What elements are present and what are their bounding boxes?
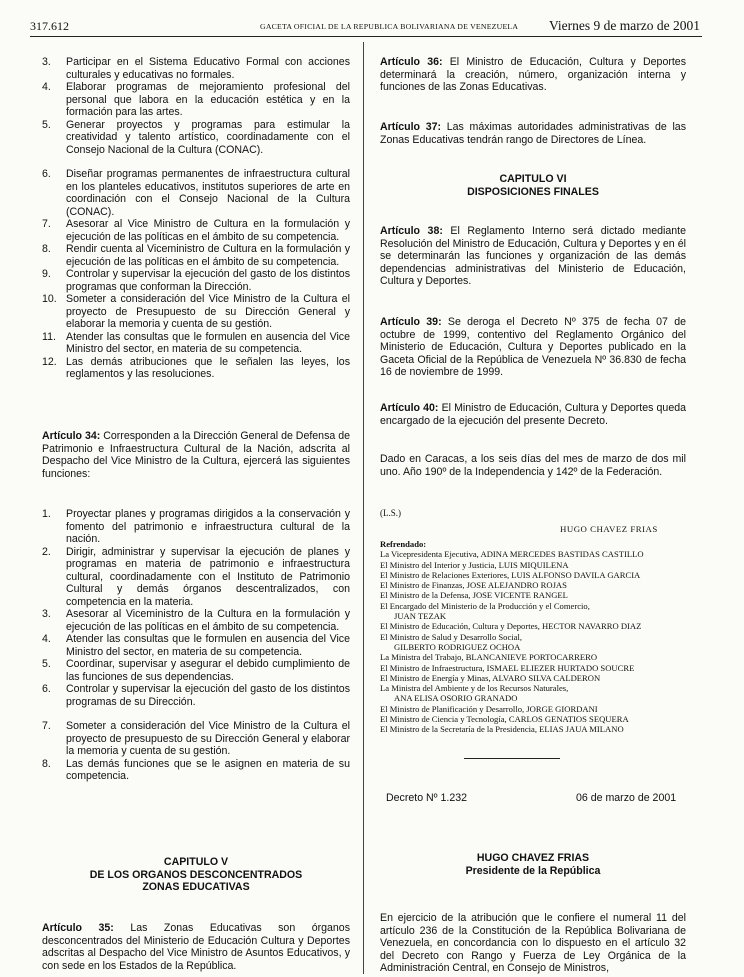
- list-item-number: 1.: [42, 508, 51, 520]
- list-item-number: 2.: [42, 545, 51, 558]
- countersign-line: El Encargado del Ministerio de la Producción y el Comercio,: [380, 600, 590, 611]
- list-item-number: 3.: [42, 608, 51, 620]
- list-item-text: Participar en el Sistema Educativo Formal con acciones culturales y educativas no formales.: [66, 56, 350, 81]
- article-37: [380, 121, 686, 146]
- list-item-number: 8.: [42, 757, 51, 770]
- functions-list: [42, 56, 350, 381]
- list-item-number: 9.: [42, 268, 51, 280]
- list-item-text: Asesorar al Vice Ministro de Cultura en la formulación y ejecución de las políticas en el ámbito de su competencia.: [66, 218, 350, 243]
- countersign-line: El Ministro de Finanzas, JOSE ALEJANDRO ROJAS: [380, 580, 567, 591]
- president-heading: [380, 852, 686, 877]
- countersign-list: [380, 549, 686, 734]
- article-40-label: Artículo 40:: [380, 402, 439, 414]
- countersign-line: El Ministro de Ciencia y Tecnología, CARLOS GENATIOS SEQUERA: [380, 714, 629, 725]
- list-item-text: Asesorar al Viceministro de la Cultura en la formulación y ejecución de las políticas en el ámbito de su competencia.: [66, 608, 350, 633]
- article-39: [380, 316, 686, 379]
- article-36-text: El Ministro de Educación, Cultura y Deportes determinará la creación, número, organización interna y funciones de las Zonas Educativas.: [380, 56, 686, 93]
- article-37-label: Artículo 37:: [380, 121, 442, 133]
- list-item-number: 7.: [42, 720, 51, 732]
- chapter-5-subtitle: DE LOS ORGANOS DESCONCENTRADOS: [89, 868, 303, 881]
- list-item: [42, 243, 350, 268]
- article-36-label: Artículo 36:: [380, 56, 443, 68]
- article-39-label: Artículo 39:: [380, 316, 442, 328]
- list-item-text: Coordinar, supervisar y asegurar el debido cumplimiento de las funciones de sus dependencias.: [66, 658, 350, 683]
- list-item: [42, 356, 350, 381]
- article-35: [42, 922, 350, 972]
- countersign-line: La Vicepresidenta Ejecutiva, ADINA MERCEDES BASTIDAS CASTILLO: [380, 549, 644, 560]
- article-35-label: Artículo 35:: [42, 922, 114, 934]
- countersign-label: Refrendado:: [380, 539, 427, 549]
- gazette-title: GACETA OFICIAL DE LA REPUBLICA BOLIVARIANA DE VENEZUELA: [260, 22, 519, 31]
- left-list-2: [42, 508, 350, 783]
- list-item-text: Atender las consultas que le formulen en ausencia del Vice Ministro del sector, en materia de su competencia.: [66, 633, 350, 658]
- list-item-number: 8.: [42, 243, 51, 255]
- chapter-5-title: CAPITULO V: [163, 856, 229, 868]
- list-item-number: 6.: [42, 168, 51, 180]
- countersign-line: El Ministro de Educación, Cultura y Deportes, HECTOR NAVARRO DIAZ: [380, 621, 642, 632]
- list-item-text: Someter a consideración del Vice Ministro de la Cultura el proyecto de presupuesto de su Dirección General y elaborar la memoria y cuenta de su gestión.: [66, 720, 350, 757]
- countersign-line: El Ministro de la Secretaría de la Presidencia, ELIAS JAUA MILANO: [380, 724, 624, 735]
- article-38-text: El Reglamento Interno será dictado mediante Resolución del Ministro de Educación, Cultura y Deportes y en él se determinarán las funciones y organización de las demás dependencias administrativas del Ministerio de Educación, Cultura y Deportes.: [380, 225, 686, 287]
- chapter-5-heading: [42, 856, 350, 894]
- decree-number: Decreto Nº 1.232: [386, 792, 468, 804]
- left-list-1: [42, 56, 350, 381]
- page-header: [30, 10, 702, 37]
- chapter-6-subtitle: DISPOSICIONES FINALES: [467, 185, 599, 198]
- list-item-text: Elaborar programas de mejoramiento profesional del personal que labora en la educación estética y en la formación para las artes.: [66, 81, 350, 118]
- countersign-line: El Ministro de Energía y Minas, ALVARO SILVA CALDERON: [380, 672, 601, 683]
- column-divider: [363, 42, 364, 974]
- list-item-text: Someter a consideración del Vice Ministro de la Cultura el proyecto de Presupuesto de su Dirección General y elaborar la memoria y cuenta de su gestión.: [66, 293, 350, 330]
- list-item: [42, 508, 350, 546]
- article-34-text: Corresponden a la Dirección General de Defensa de Patrimonio e Infraestructura Cultural de la Nación, adscrita al Despacho del Vice Ministro de la Cultura, ejercerá las siguientes funciones:: [42, 430, 350, 480]
- article-34: [42, 430, 350, 480]
- list-item-text: Rendir cuenta al Viceministro de Cultura en la formulación y ejecución de las políticas en el ámbito de su competencia.: [66, 243, 350, 268]
- list-item: [42, 758, 350, 783]
- decree-date: 06 de marzo de 2001: [576, 792, 677, 804]
- list-item: [42, 168, 350, 218]
- list-item-text: Diseñar programas permanentes de infraestructura cultural en los planteles educativos, institutos superiores de arte en coordinación con el Consejo Nacional de la Cultura (CONAC).: [66, 168, 350, 218]
- list-item-number: 10.: [42, 293, 57, 305]
- countersign-line: El Ministro del Interior y Justicia, LUIS MIQUILENA: [380, 559, 569, 570]
- list-item: [42, 119, 350, 157]
- article-40-text: El Ministro de Educación, Cultura y Deportes queda encargado de la ejecución del presente Decreto.: [380, 402, 686, 427]
- list-item: [42, 633, 350, 658]
- issue-date: Viernes 9 de marzo de 2001: [548, 18, 700, 33]
- countersign-line: La Ministra del Ambiente y de los Recursos Naturales,: [380, 683, 569, 694]
- countersign-line: El Ministro de Planificación y Desarrollo, JORGE GIORDANI: [380, 703, 598, 714]
- list-item: [42, 658, 350, 683]
- president-title: Presidente de la República: [465, 864, 601, 877]
- countersign-line: GILBERTO RODRIGUEZ OCHOA: [394, 641, 521, 652]
- countersign-line: La Ministra del Trabajo, BLANCANIEVE PORTOCARRERO: [380, 652, 598, 663]
- countersign-line: El Ministro de Infraestructura, ISMAEL ELIEZER HURTADO SOUCRE: [380, 662, 635, 673]
- list-item: [42, 546, 350, 609]
- list-item-text: Controlar y supervisar la ejecución del gasto de los distintos programas que conforman la Dirección.: [66, 268, 350, 293]
- article-36: [380, 56, 686, 94]
- given-in-caracas: Dado en Caracas, a los seis días del mes de marzo de dos mil uno. Año 190º de la Independencia y 142º de la Federación.: [380, 453, 686, 478]
- list-item-number: 4.: [42, 633, 51, 645]
- article-38: [380, 225, 686, 288]
- list-item-text: Las demás funciones que se le asignen en materia de su competencia.: [66, 757, 350, 782]
- list-item-text: Dirigir, administrar y supervisar la ejecución de planes y programas en materia de patrimonio e infraestructura cultural, coordinadamente con el Instituto de Patrimonio Cultural y demás órganos descentralizados, con competencia en la materia.: [66, 545, 350, 608]
- list-item: [42, 293, 350, 331]
- list-item-number: 6.: [42, 683, 51, 695]
- list-item-text: Generar proyectos y programas para estimular la creatividad y talento artístico, coordinadamente con el Consejo Nacional de la Cultura (CONAC).: [66, 118, 350, 156]
- countersign-line: JUAN TEZAK: [394, 611, 447, 622]
- list-item: [42, 56, 350, 81]
- list-item-text: Atender las consultas que le formulen en ausencia del Vice Ministro del sector, en materia de su competencia.: [66, 330, 350, 355]
- list-item-text: Controlar y supervisar la ejecución del gasto de los distintos programas de su Dirección.: [66, 683, 350, 708]
- president-name: HUGO CHAVEZ FRIAS: [476, 852, 590, 864]
- list-item-number: 12.: [42, 355, 57, 368]
- list-item-number: 11.: [42, 330, 56, 343]
- article-38-label: Artículo 38:: [380, 225, 443, 237]
- list-item-text: Las demás atribuciones que le señalen las leyes, los reglamentos y las resoluciones.: [66, 355, 350, 380]
- list-item-number: 3.: [42, 56, 51, 68]
- signer-name: HUGO CHAVEZ FRIAS: [560, 524, 658, 534]
- chapter-5-section: ZONAS EDUCATIVAS: [142, 881, 250, 893]
- article-40: [380, 402, 686, 427]
- decree-preamble: En ejercicio de la atribución que le confiere el numeral 11 del artículo 236 de la Constitución de la República Bolivariana de Venezuela, en concordancia con lo dispuesto en el artículo 32 del Decreto con Rango y Fuerza de Ley Orgánica de la Administración Central, en Consejo de Ministros,: [380, 912, 686, 974]
- list-item-number: 5.: [42, 118, 51, 131]
- list-item: [42, 331, 350, 356]
- list-item: [42, 683, 350, 708]
- seal-mark: (L.S.): [380, 508, 401, 518]
- list-item: [42, 81, 350, 119]
- list-item: [42, 720, 350, 758]
- article-37-text: Las máximas autoridades administrativas de las Zonas Educativas tendrán rango de Directores de Línea.: [380, 121, 686, 146]
- list-item: [42, 268, 350, 293]
- countersign-line: El Ministro de Salud y Desarrollo Social,: [380, 631, 523, 642]
- list-item: [42, 218, 350, 243]
- chapter-6-title: CAPITULO VI: [499, 173, 567, 185]
- list-item-text: Proyectar planes y programas dirigidos a la conservación y fomento del patrimonio e infraestructura cultural de la nación.: [66, 508, 350, 545]
- article-34-label: Artículo 34:: [42, 430, 101, 442]
- list-item-number: 5.: [42, 658, 51, 670]
- list-item-number: 4.: [42, 81, 51, 93]
- article-34-functions-list: [42, 508, 350, 783]
- countersign-block: [380, 539, 686, 735]
- article-39-text: Se deroga el Decreto Nº 375 de fecha 07 de octubre de 1999, contentivo del Reglamento Orgánico del Ministerio de Educación, Cultura y Deportes publicado en la Gaceta Oficial de la República de Venezuela Nº 36.830 de fecha 16 de noviembre de 1999.: [380, 316, 686, 378]
- chapter-6-heading: [380, 173, 686, 198]
- list-item: [42, 608, 350, 633]
- countersign-line: El Ministro de Relaciones Exteriores, LUIS ALFONSO DAVILA GARCIA: [380, 569, 641, 580]
- countersign-line: ANA ELISA OSORIO GRANADO: [394, 693, 518, 704]
- list-item-number: 7.: [42, 218, 51, 230]
- page-number: 317.612: [30, 19, 69, 33]
- separator-line: [464, 758, 560, 759]
- countersign-line: El Ministro de la Defensa, JOSE VICENTE RANGEL: [380, 590, 568, 601]
- article-35-text: Las Zonas Educativas son órganos desconcentrados del Ministerio de Educación Cultura y Deportes adscritas al Despacho del Vice Ministro de Asuntos Educativos, y con sede en los Estados de la República.: [42, 922, 350, 972]
